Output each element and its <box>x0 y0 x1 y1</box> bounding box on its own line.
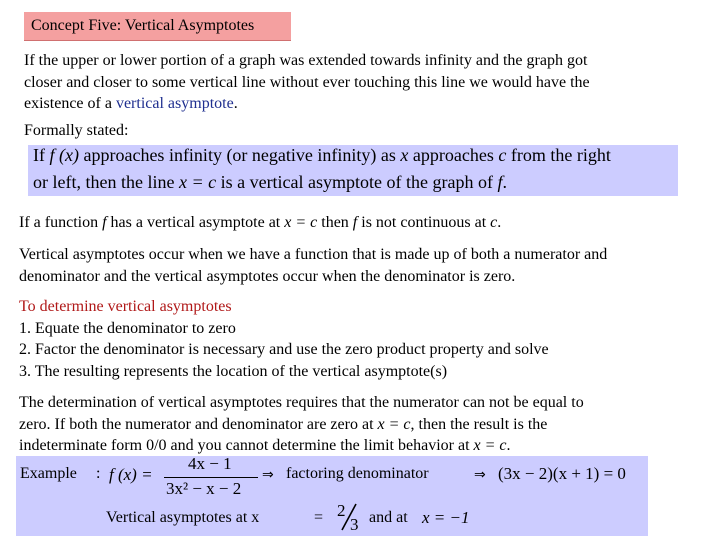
indeterminate-line-2: zero. If both the numerator and denominator are zero at x = c, then the result is the <box>19 415 548 433</box>
indeterminate-line-3: indeterminate form 0/0 and you cannot determine the limit behavior at x = c. <box>19 437 511 454</box>
va-equals: = <box>314 509 324 526</box>
intro-line-3: existence of a vertical asymptote. <box>24 95 238 112</box>
occurrence-line-2: denominator and the vertical asymptotes occur when the denominator is zero. <box>19 267 516 285</box>
intro-line-1: If the upper or lower portion of a graph was extended towards infinity and the graph got <box>24 52 588 69</box>
va-and-at: and at <box>369 509 408 526</box>
indeterminate-paragraph <box>19 392 584 457</box>
formally-stated-label: Formally stated: <box>24 122 129 139</box>
step-1: 1. Equate the denominator to zero <box>19 319 236 337</box>
vertical-asymptote-term: vertical asymptote <box>115 95 234 112</box>
occurrence-line-1: Vertical asymptotes occur when we have a function that is made up of both a numerator and <box>19 246 608 263</box>
implies-arrow-icon: ⇒ <box>262 467 274 483</box>
example-denominator: 3x² − x − 2 <box>166 479 242 498</box>
example-function-lhs: f (x) = <box>109 465 153 484</box>
factoring-label: factoring denominator <box>286 465 429 482</box>
va-fraction-denominator: 3 <box>350 515 359 534</box>
implies-arrow-icon-2: ⇒ <box>474 467 486 483</box>
concept-title: Concept Five: Vertical Asymptotes <box>31 17 255 34</box>
indeterminate-line-1: The determination of vertical asymptotes requires that the numerator can not be equal to <box>19 394 584 411</box>
step-2: 2. Factor the denominator is necessary and use the zero product property and solve <box>19 341 549 358</box>
example-numerator: 4x − 1 <box>188 454 232 473</box>
occurrence-paragraph <box>19 244 607 287</box>
example-label: Example <box>20 465 77 482</box>
va-label: Vertical asymptotes at x <box>106 509 260 526</box>
example-fraction-bar <box>164 477 258 478</box>
definition-line-1: If f (x) approaches infinity (or negative infinity) as x approaches c from the right <box>33 145 611 165</box>
steps-list <box>19 296 549 382</box>
example-box <box>16 456 648 536</box>
continuity-statement: If a function f has a vertical asymptote at x = c then f is not continuous at c. <box>19 214 502 231</box>
intro-line-2: closer and closer to some vertical line without ever touching this line we would have the <box>24 73 590 91</box>
example-colon: : <box>96 465 101 482</box>
factored-equation: (3x − 2)(x + 1) = 0 <box>498 464 626 483</box>
steps-heading: To determine vertical asymptotes <box>19 298 232 315</box>
va-fraction-numerator: 2 <box>337 501 346 520</box>
definition-line-2: or left, then the line x = c is a vertical asymptote of the graph of f. <box>33 172 508 192</box>
va-x-equals-neg1: x = −1 <box>422 508 470 527</box>
concept-title-box <box>24 12 291 41</box>
intro-paragraph <box>24 50 590 115</box>
step-3: 3. The resulting represents the location of the vertical asymptote(s) <box>19 362 448 380</box>
definition-box <box>28 145 678 196</box>
